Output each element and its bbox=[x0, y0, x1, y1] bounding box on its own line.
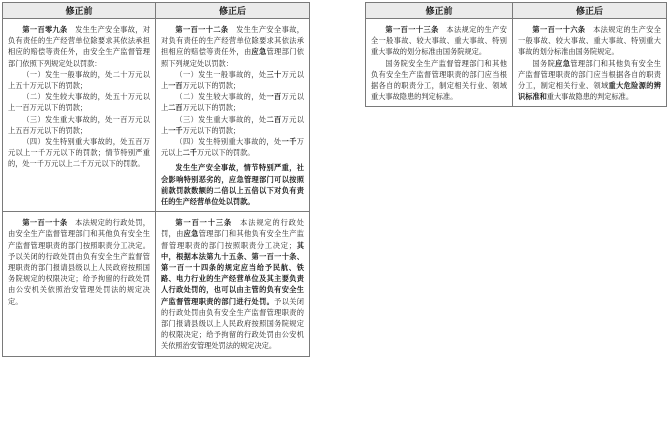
list-item: （三）发生重大事故的，处二百万元以上一千万元以下的罚款； bbox=[161, 114, 304, 135]
article-paragraph: 第一百一十三条 本法规定的生产安全一般事故、较大事故、重大事故、特别重大事故的划分标准由国务院规定。 bbox=[371, 25, 507, 57]
article-paragraph: 第一百一十三条 本法规定的行政处罚，由应急管理部门和其他负有安全生产监督管理职责的部门按照职责分工决定；其中，根据本法第九十五条、第一百一十条、第一百一十四条的规定应当给予民航、铁路、电力行业的生产经营单位及其主要负责人行政处罚的，也可以由主管的负有安全生产监督管理职责的部门进行处罚。予以关闭的行政处罚由负有安全生产监督管理职责的部门报请县级以上人民政府按照国务院规定的权限决定；给予拘留的行政处罚由公安机关依照治安管理处罚法的规定决定。 bbox=[161, 218, 304, 351]
article-paragraph: 第一百一十二条 发生生产安全事故，对负有责任的生产经营单位除要求其依法承担相应的赔偿等责任外，由应急管理部门依照下列规定处以罚款： bbox=[161, 25, 304, 68]
cell-after-article-112 bbox=[156, 19, 310, 212]
article-number: 第一百一十六条 bbox=[532, 25, 586, 34]
article-number: 第一百一十二条 bbox=[175, 25, 229, 34]
cell-before-article-109 bbox=[3, 19, 156, 212]
article-paragraph: 第一百一十六条 本法规定的生产安全一般事故、较大事故、重大事故、特别重大事故的划分标准由国务院规定。 bbox=[518, 25, 661, 57]
table-row bbox=[3, 19, 310, 212]
cell-before-article-113 bbox=[366, 19, 513, 107]
added-paragraph: 发生生产安全事故，情节特别严重，社会影响特别恶劣的，应急管理部门可以按照前款罚款数额的二倍以上五倍以下对负有责任的生产经营单位处以罚款。 bbox=[161, 163, 304, 207]
cell-before-article-110 bbox=[3, 212, 156, 356]
header-after: 修正后 bbox=[513, 3, 667, 19]
comparison-table-right bbox=[365, 2, 667, 107]
list-item: （二）发生较大事故的，处一百万元以上二百万元以下的罚款； bbox=[161, 92, 304, 113]
list-item: （二）发生较大事故的，处五十万元以上一百万元以下的罚款； bbox=[8, 92, 150, 113]
header-after: 修正后 bbox=[156, 3, 310, 19]
header-before: 修正前 bbox=[3, 3, 156, 19]
cell-after-article-113 bbox=[156, 212, 310, 356]
article-paragraph: 第一百一十条 本法规定的行政处罚，由安全生产监督管理部门和其他负有安全生产监督管理职责的部门按照职责分工决定。予以关闭的行政处罚由负有安全生产监督管理职责的部门报请县级以上人民政府按照国务院规定的权限决定；给予拘留的行政处罚由公安机关依照治安管理处罚法的规定决定。 bbox=[8, 218, 150, 306]
list-item: （一）发生一般事故的，处二十万元以上五十万元以下的罚款； bbox=[8, 69, 150, 91]
table-row bbox=[366, 19, 667, 107]
article-number: 第一百一十三条 bbox=[175, 218, 233, 228]
article-paragraph: 第一百零九条 发生生产安全事故，对负有责任的生产经营单位除要求其依法承担相应的赔偿等责任外，由安全生产监督管理部门依照下列规定处以罚款： bbox=[8, 25, 150, 68]
list-item: （四）发生特别重大事故的，处一千万元以上二千万元以下的罚款。 bbox=[161, 137, 304, 158]
list-item: （四）发生特别重大事故的，处五百万元以上一千万元以下的罚款；情节特别严重的，处一千万元以上二千万元以下的罚款。 bbox=[8, 137, 150, 169]
comparison-table-left bbox=[2, 2, 310, 357]
cell-after-article-116 bbox=[513, 19, 667, 107]
article-number: 第一百一十条 bbox=[22, 218, 68, 228]
table-row bbox=[3, 212, 310, 356]
header-before: 修正前 bbox=[366, 3, 513, 19]
list-item: （一）发生一般事故的，处三十万元以上一百万元以下的罚款； bbox=[161, 69, 304, 91]
article-paragraph: 国务院安全生产监督管理部门和其他负有安全生产监督管理职责的部门应当根据各自的职责分工，制定相关行业、领域重大事故隐患的判定标准。 bbox=[371, 58, 507, 102]
article-number: 第一百一十三条 bbox=[385, 25, 439, 34]
list-item: （三）发生重大事故的，处一百万元以上五百万元以下的罚款； bbox=[8, 114, 150, 135]
article-paragraph: 国务院应急管理部门和其他负有安全生产监督管理职责的部门应当根据各自的职责分工，制定相关行业、领域重大危险源的辨识标准和重大事故隐患的判定标准。 bbox=[518, 58, 661, 102]
article-number: 第一百零九条 bbox=[22, 25, 68, 34]
